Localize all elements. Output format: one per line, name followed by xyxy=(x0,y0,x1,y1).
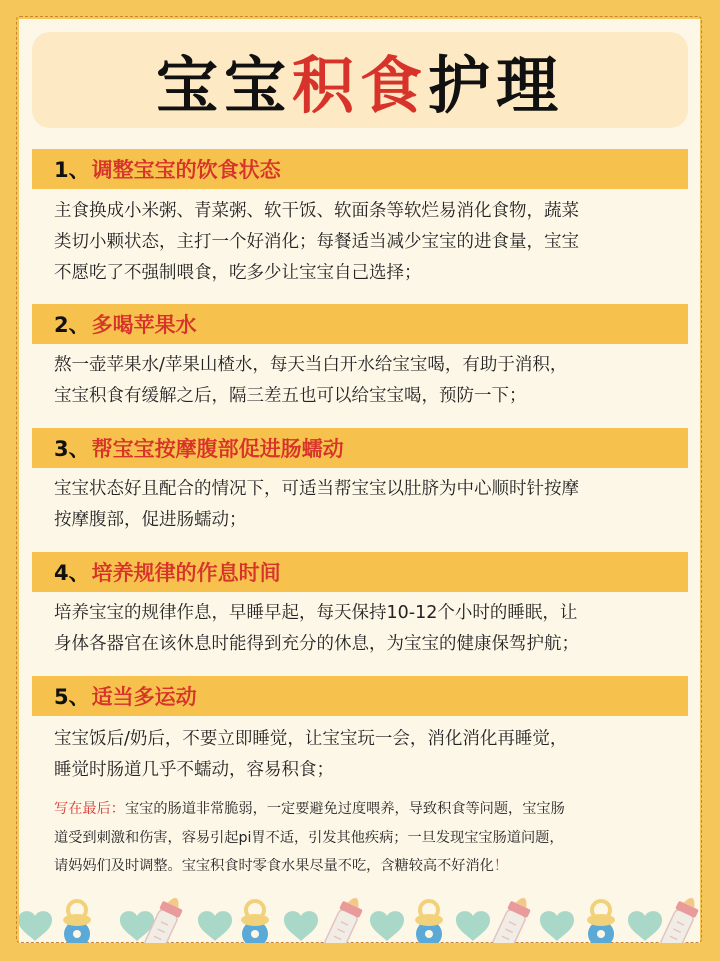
section-1-number: 1、 xyxy=(54,158,90,182)
section-5-title: 适当多运动 xyxy=(91,685,197,709)
section-3-line: 宝宝状态好且配合的情况下，可适当帮宝宝以肚脐为中心顺时针按摩 xyxy=(54,479,579,499)
section-2-number: 2、 xyxy=(54,313,90,337)
section-4-number: 4、 xyxy=(54,561,90,585)
page-title xyxy=(32,32,688,128)
heart-icon xyxy=(198,911,232,941)
note-label: 写在最后： xyxy=(54,801,125,817)
section-4-line: 培养宝宝的规律作息，早睡早起，每天保持10-12个小时的睡眠，让 xyxy=(54,603,578,623)
section-5-line: 睡觉时肠道几乎不蠕动，容易积食； xyxy=(54,760,334,780)
section-1-title: 调整宝宝的饮食状态 xyxy=(91,158,281,182)
decorative-strip xyxy=(19,896,700,943)
section-5-number: 5、 xyxy=(54,685,90,709)
section-3-body xyxy=(54,474,684,536)
baby-bottle-icon xyxy=(323,896,367,943)
heart-icon xyxy=(628,911,662,941)
section-4-body xyxy=(54,598,684,660)
section-2-title: 多喝苹果水 xyxy=(91,313,197,337)
section-5-line: 宝宝饭后/奶后，不要立即睡觉，让宝宝玩一会，消化消化再睡觉， xyxy=(54,729,568,749)
section-1-line: 主食换成小米粥、青菜粥、软干饭、软面条等软烂易消化食物，蔬菜 xyxy=(54,201,579,221)
note-line xyxy=(54,852,686,881)
pacifier-icon xyxy=(241,901,269,943)
section-1-body xyxy=(54,196,684,289)
heart-icon xyxy=(370,911,404,941)
note-text: 请妈妈们及时调整。宝宝积食时零食水果尽量不吃，含糖较高不好消化 xyxy=(54,858,494,874)
section-4-header xyxy=(32,552,688,592)
section-3-line: 按摩腹部，促进肠蠕动； xyxy=(54,510,247,530)
baby-bottle-icon xyxy=(659,896,700,943)
pacifier-icon xyxy=(587,901,615,943)
section-3-title: 帮宝宝按摩腹部促进肠蠕动 xyxy=(91,437,344,461)
title-banner xyxy=(32,32,688,128)
note-exclamation: ！ xyxy=(493,858,509,874)
section-2-line: 熬一壶苹果水/苹果山楂水，每天当白开水给宝宝喝，有助于消积， xyxy=(54,355,568,375)
note-line xyxy=(54,795,686,824)
section-1-line: 类切小颗状态，主打一个好消化；每餐适当减少宝宝的进食量，宝宝 xyxy=(54,232,579,252)
heart-icon xyxy=(540,911,574,941)
heart-icon xyxy=(284,911,318,941)
title-part2: 护理 xyxy=(428,48,565,122)
section-2-header xyxy=(32,304,688,344)
baby-bottle-icon xyxy=(491,896,535,943)
section-5-header xyxy=(32,676,688,716)
section-4-line: 身体各器官在该休息时能得到充分的休息，为宝宝的健康保驾护航； xyxy=(54,634,579,654)
section-2-line: 宝宝积食有缓解之后，隔三差五也可以给宝宝喝，预防一下； xyxy=(54,386,527,406)
section-2-body xyxy=(54,350,684,412)
note-text: 宝宝的肠道非常脆弱，一定要避免过度喂养，导致积食等问题，宝宝肠 xyxy=(124,801,565,817)
heart-icon xyxy=(456,911,490,941)
title-part1: 宝宝 xyxy=(155,48,292,122)
section-3-header xyxy=(32,428,688,468)
note-line: 道受到刺激和伤害，容易引起pi胃不适，引发其他疾病；一旦发现宝宝肠道问题， xyxy=(54,829,564,846)
section-5-body xyxy=(54,724,684,786)
title-accent: 积食 xyxy=(291,48,428,122)
pacifier-icon xyxy=(415,901,443,943)
pacifier-icon xyxy=(63,901,91,943)
section-1-line: 不愿吃了不强制喂食，吃多少让宝宝自己选择； xyxy=(54,263,422,283)
section-4-title: 培养规律的作息时间 xyxy=(91,561,281,585)
section-1-header xyxy=(32,149,688,189)
section-3-number: 3、 xyxy=(54,437,90,461)
closing-note xyxy=(54,795,686,881)
heart-icon xyxy=(19,911,52,941)
